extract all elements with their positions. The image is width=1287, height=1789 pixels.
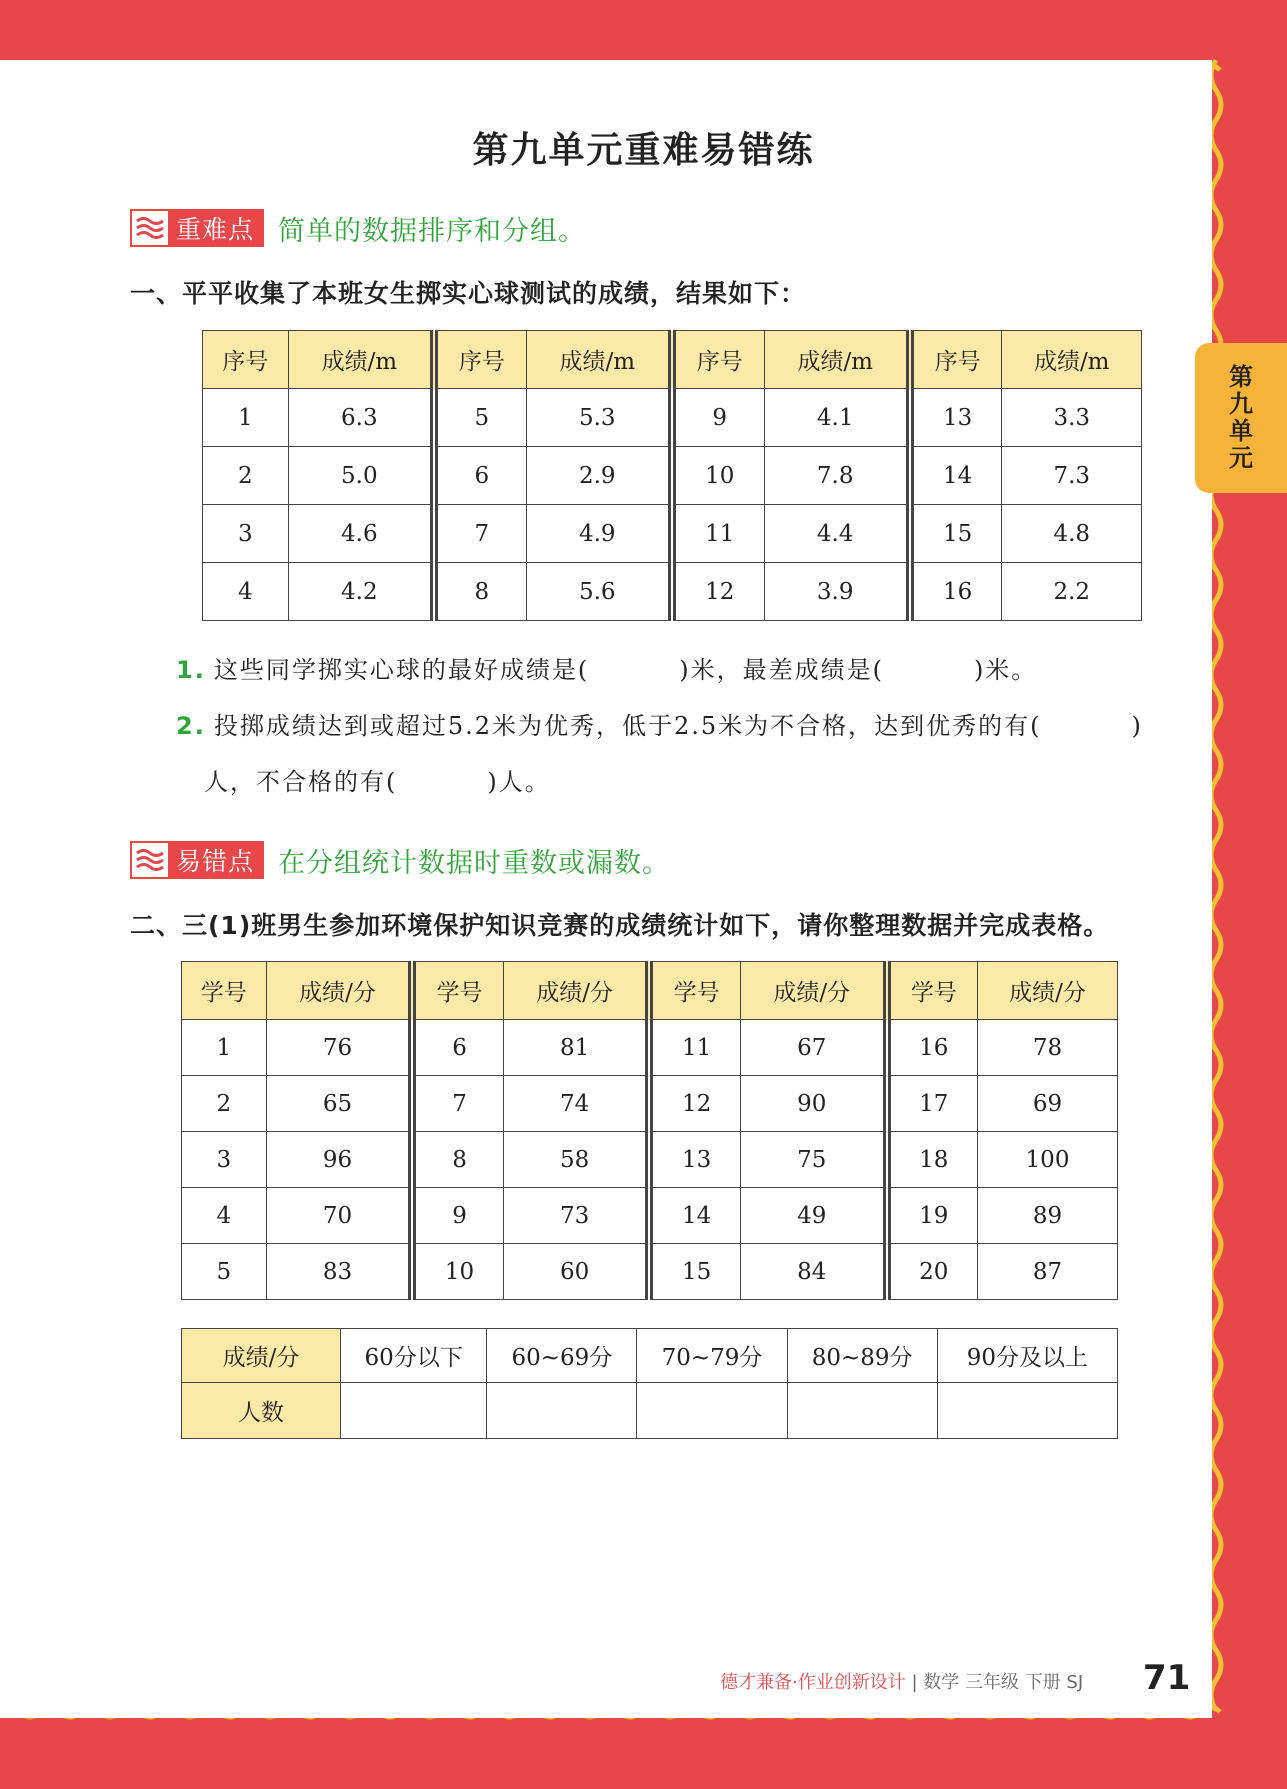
table-row [182, 1244, 1118, 1300]
error-point-badge [130, 841, 264, 879]
id-cell: 17 [887, 1076, 978, 1132]
table-row [203, 389, 1142, 447]
score-cell: 2.9 [526, 447, 672, 505]
score-header: 成绩/m [1002, 331, 1142, 389]
section-error-point [130, 842, 670, 878]
id-header: 序号 [203, 331, 289, 389]
id-header: 学号 [182, 962, 267, 1020]
count-answer-cell[interactable] [637, 1383, 787, 1439]
sub-question-1 [176, 650, 1037, 685]
id-header: 序号 [672, 331, 764, 389]
range-cell: 60~69分 [487, 1329, 637, 1383]
id-cell: 11 [649, 1020, 740, 1076]
id-cell: 14 [649, 1188, 740, 1244]
id-cell: 20 [887, 1244, 978, 1300]
score-cell: 83 [266, 1244, 412, 1300]
question-1: 一、平平收集了本班女生掷实心球测试的成绩，结果如下： [130, 279, 807, 308]
range-cell: 90分及以上 [937, 1329, 1117, 1383]
id-cell: 18 [887, 1132, 978, 1188]
id-cell: 6 [412, 1020, 503, 1076]
score-header: 成绩/m [288, 331, 434, 389]
side-tab-char: 元 [1229, 444, 1253, 472]
count-answer-cell[interactable] [787, 1383, 937, 1439]
summary-row-label: 成绩/分 [182, 1329, 341, 1383]
id-cell: 12 [649, 1076, 740, 1132]
id-cell: 11 [672, 505, 764, 563]
summary-row-label: 人数 [182, 1383, 341, 1439]
id-cell: 10 [672, 447, 764, 505]
footer: 德才兼备·作业创新设计 | 数学 三年级 下册 SJ [720, 1672, 1084, 1693]
count-answer-cell[interactable] [487, 1383, 637, 1439]
error-point-label: 易错点 [176, 847, 255, 876]
score-cell: 74 [503, 1076, 649, 1132]
page-title: 第九单元重难易错练 [472, 130, 815, 171]
table-row [182, 1188, 1118, 1244]
score-cell: 3.9 [764, 563, 910, 621]
score-header: 成绩/m [526, 331, 672, 389]
id-cell: 6 [434, 447, 526, 505]
footer-brand: 德才兼备·作业创新设计 [720, 1672, 906, 1693]
id-cell: 1 [203, 389, 289, 447]
score-cell: 96 [266, 1132, 412, 1188]
sub-question-2 [176, 706, 1143, 741]
table-row [182, 1076, 1118, 1132]
score-header: 成绩/分 [266, 962, 412, 1020]
id-header: 学号 [649, 962, 740, 1020]
id-cell: 9 [412, 1188, 503, 1244]
score-cell: 49 [740, 1188, 886, 1244]
score-cell: 76 [266, 1020, 412, 1076]
id-cell: 15 [910, 505, 1002, 563]
sub-question-text: )米。 [973, 656, 1038, 684]
side-tab-char: 九 [1229, 390, 1253, 418]
id-cell: 8 [412, 1132, 503, 1188]
score-cell: 7.3 [1002, 447, 1142, 505]
score-cell: 4.1 [764, 389, 910, 447]
range-cell: 60分以下 [341, 1329, 487, 1383]
score-cell: 81 [503, 1020, 649, 1076]
score-header: 成绩/分 [740, 962, 886, 1020]
key-point-label: 重难点 [176, 215, 255, 244]
score-cell: 84 [740, 1244, 886, 1300]
id-header: 序号 [910, 331, 1002, 389]
score-cell: 87 [978, 1244, 1118, 1300]
id-cell: 4 [203, 563, 289, 621]
side-tab-char: 单 [1229, 417, 1253, 445]
waves-icon [132, 211, 168, 245]
id-cell: 16 [910, 563, 1002, 621]
id-cell: 5 [434, 389, 526, 447]
score-cell: 89 [978, 1188, 1118, 1244]
score-cell: 70 [266, 1188, 412, 1244]
score-cell: 4.9 [526, 505, 672, 563]
sub-question-text: )人。 [487, 768, 551, 796]
id-cell: 13 [649, 1132, 740, 1188]
table-row [182, 1020, 1118, 1076]
shot-put-table [202, 330, 1142, 621]
id-cell: 8 [434, 563, 526, 621]
score-cell: 78 [978, 1020, 1118, 1076]
id-cell: 15 [649, 1244, 740, 1300]
range-cell: 70~79分 [637, 1329, 787, 1383]
id-header: 序号 [434, 331, 526, 389]
sub-question-number: 2. [176, 712, 206, 740]
score-cell: 60 [503, 1244, 649, 1300]
score-cell: 69 [978, 1076, 1118, 1132]
id-cell: 3 [203, 505, 289, 563]
score-cell: 6.3 [288, 389, 434, 447]
sub-question-number: 1. [176, 656, 206, 684]
id-cell: 16 [887, 1020, 978, 1076]
sub-question-text: )米，最差成绩是( [679, 656, 884, 684]
count-answer-cell[interactable] [341, 1383, 487, 1439]
score-cell: 67 [740, 1020, 886, 1076]
score-cell: 4.8 [1002, 505, 1142, 563]
key-point-text: 简单的数据排序和分组。 [278, 215, 587, 247]
score-cell: 2.2 [1002, 563, 1142, 621]
waves-icon [132, 843, 168, 877]
error-point-text: 在分组统计数据时重数或漏数。 [278, 847, 671, 879]
score-cell: 73 [503, 1188, 649, 1244]
id-cell: 3 [182, 1132, 267, 1188]
score-cell: 65 [266, 1076, 412, 1132]
score-summary-table [181, 1328, 1118, 1439]
side-tab-char: 第 [1229, 363, 1253, 391]
table-row [203, 563, 1142, 621]
id-cell: 9 [672, 389, 764, 447]
score-header: 成绩/分 [503, 962, 649, 1020]
id-cell: 7 [412, 1076, 503, 1132]
score-cell: 58 [503, 1132, 649, 1188]
id-cell: 2 [182, 1076, 267, 1132]
sub-question-text: 这些同学掷实心球的最好成绩是( [213, 656, 590, 684]
table-row [203, 447, 1142, 505]
score-cell: 7.8 [764, 447, 910, 505]
sub-question-text: 人，不合格的有( [204, 768, 398, 796]
score-cell: 4.2 [288, 563, 434, 621]
id-cell: 7 [434, 505, 526, 563]
range-cell: 80~89分 [787, 1329, 937, 1383]
score-cell: 75 [740, 1132, 886, 1188]
id-header: 学号 [887, 962, 978, 1020]
unit-side-tab [1195, 343, 1287, 493]
sub-question-2-cont [204, 762, 551, 797]
score-cell: 3.3 [1002, 389, 1142, 447]
quiz-score-table [181, 961, 1118, 1300]
sub-question-text: ) [1131, 712, 1143, 740]
id-cell: 2 [203, 447, 289, 505]
score-cell: 5.3 [526, 389, 672, 447]
score-header: 成绩/m [764, 331, 910, 389]
id-header: 学号 [412, 962, 503, 1020]
score-cell: 5.6 [526, 563, 672, 621]
sub-question-text: 投掷成绩达到或超过5.2米为优秀，低于2.5米为不合格，达到优秀的有( [213, 712, 1042, 740]
id-cell: 4 [182, 1188, 267, 1244]
key-point-badge [130, 209, 264, 247]
score-cell: 4.6 [288, 505, 434, 563]
question-2: 二、三(1)班男生参加环境保护知识竞赛的成绩统计如下，请你整理数据并完成表格。 [130, 911, 1110, 940]
id-cell: 1 [182, 1020, 267, 1076]
id-cell: 10 [412, 1244, 503, 1300]
score-cell: 4.4 [764, 505, 910, 563]
score-cell: 100 [978, 1132, 1118, 1188]
score-cell: 5.0 [288, 447, 434, 505]
id-cell: 19 [887, 1188, 978, 1244]
score-header: 成绩/分 [978, 962, 1118, 1020]
id-cell: 13 [910, 389, 1002, 447]
table-row [182, 1132, 1118, 1188]
id-cell: 14 [910, 447, 1002, 505]
section-key-point [130, 210, 586, 246]
footer-info: 数学 三年级 下册 SJ [923, 1672, 1084, 1693]
id-cell: 5 [182, 1244, 267, 1300]
page-number: 71 [1143, 1658, 1191, 1698]
count-answer-cell[interactable] [937, 1383, 1117, 1439]
score-cell: 90 [740, 1076, 886, 1132]
table-row [203, 505, 1142, 563]
id-cell: 12 [672, 563, 764, 621]
